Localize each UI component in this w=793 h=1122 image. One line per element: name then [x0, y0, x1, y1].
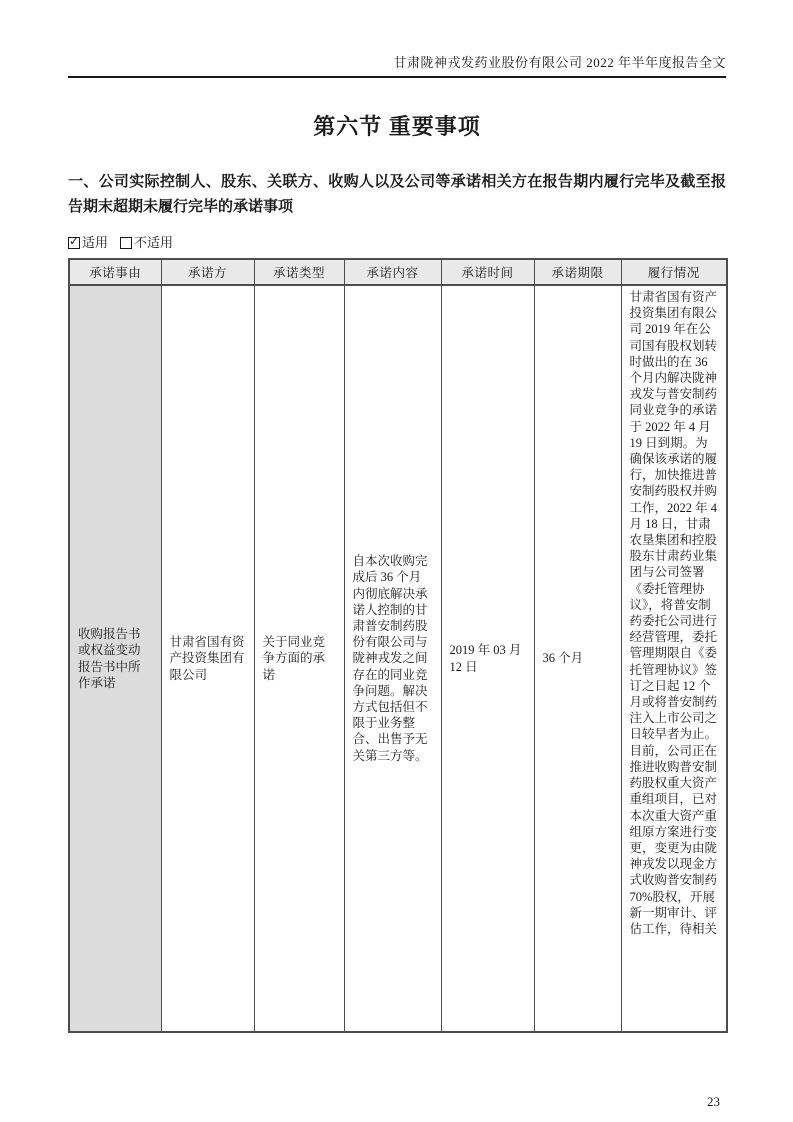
not-applicable-label: 不适用: [134, 235, 174, 250]
column-header-time: 承诺时间: [441, 259, 534, 285]
section-title: 第六节 重要事项: [313, 114, 481, 139]
cell-commitment-time: 2019 年 03 月 12 日: [441, 285, 534, 1032]
cell-commitment-type: 关于同业竞争方面的承诺: [254, 285, 344, 1032]
report-title: 甘肃陇神戎发药业股份有限公司 2022 年半年度报告全文: [393, 55, 726, 70]
table-row: [69, 285, 727, 1032]
page-number: 23: [707, 1094, 720, 1109]
unchecked-checkbox-icon: [120, 237, 132, 249]
column-header-content: 承诺内容: [344, 259, 441, 285]
cell-commitment-content: 自本次收购完成后 36 个月内彻底解决承诺人控制的甘肃普安制药股份有限公司与陇神戎发之间存在的同业竞争问题。解决方式包括但不限于业务整合、出售予无关第三方等。: [344, 285, 441, 1032]
page-header: [68, 54, 726, 78]
cell-commitment-reason: 收购报告书或权益变动报告书中所作承诺: [69, 285, 161, 1032]
check-mark-icon: ✓: [69, 233, 80, 248]
column-header-type: 承诺类型: [254, 259, 344, 285]
column-header-performance: 履行情况: [621, 259, 727, 285]
not-applicable-option: [120, 234, 173, 251]
table-header-row: [69, 259, 727, 285]
subsection-heading: 一、公司实际控制人、股东、关联方、收购人以及公司等承诺相关方在报告期内履行完毕及截至报告期末超期未履行完毕的承诺事项: [68, 174, 726, 215]
cell-commitment-performance: 甘肃省国有资产投资集团有限公司 2019 年在公司国有股权划转时做出的在 36 个月内解决陇神戎发与普安制药同业竞争的承诺于 2022 年 4 月 19 日到期。为确保该承诺的履行，加快推进普安制药股权并购工作，2022 年 4 月 18 日，甘肃农垦集团和控股股东甘肃药业集团与公司签署《委托管理协议》，将普安制药委托公司进行经营管理，委托管理期限自《委托管理协议》签订之日起 12 个月或将普安制药注入上市公司之日较早者为止。目前，公司正在推进收购普安制药股权重大资产重组项目，已对本次重大资产重组原方案进行变更，变更为由陇神戎发以现金方式收购普安制药 70%股权，开展新一期审计、评估工作，待相关: [621, 285, 727, 1032]
column-header-period: 承诺期限: [534, 259, 621, 285]
cell-commitment-period: 36 个月: [534, 285, 621, 1032]
report-page: [0, 54, 793, 1122]
column-header-party: 承诺方: [161, 259, 254, 285]
checked-checkbox-icon: [68, 233, 80, 249]
commitments-table: [68, 258, 728, 1033]
applicability-row: [68, 234, 726, 251]
applicable-label: 适用: [82, 235, 109, 250]
applicable-option: [68, 234, 108, 251]
column-header-reason: 承诺事由: [69, 259, 161, 285]
cell-commitment-party: 甘肃省国有资产投资集团有限公司: [161, 285, 254, 1032]
